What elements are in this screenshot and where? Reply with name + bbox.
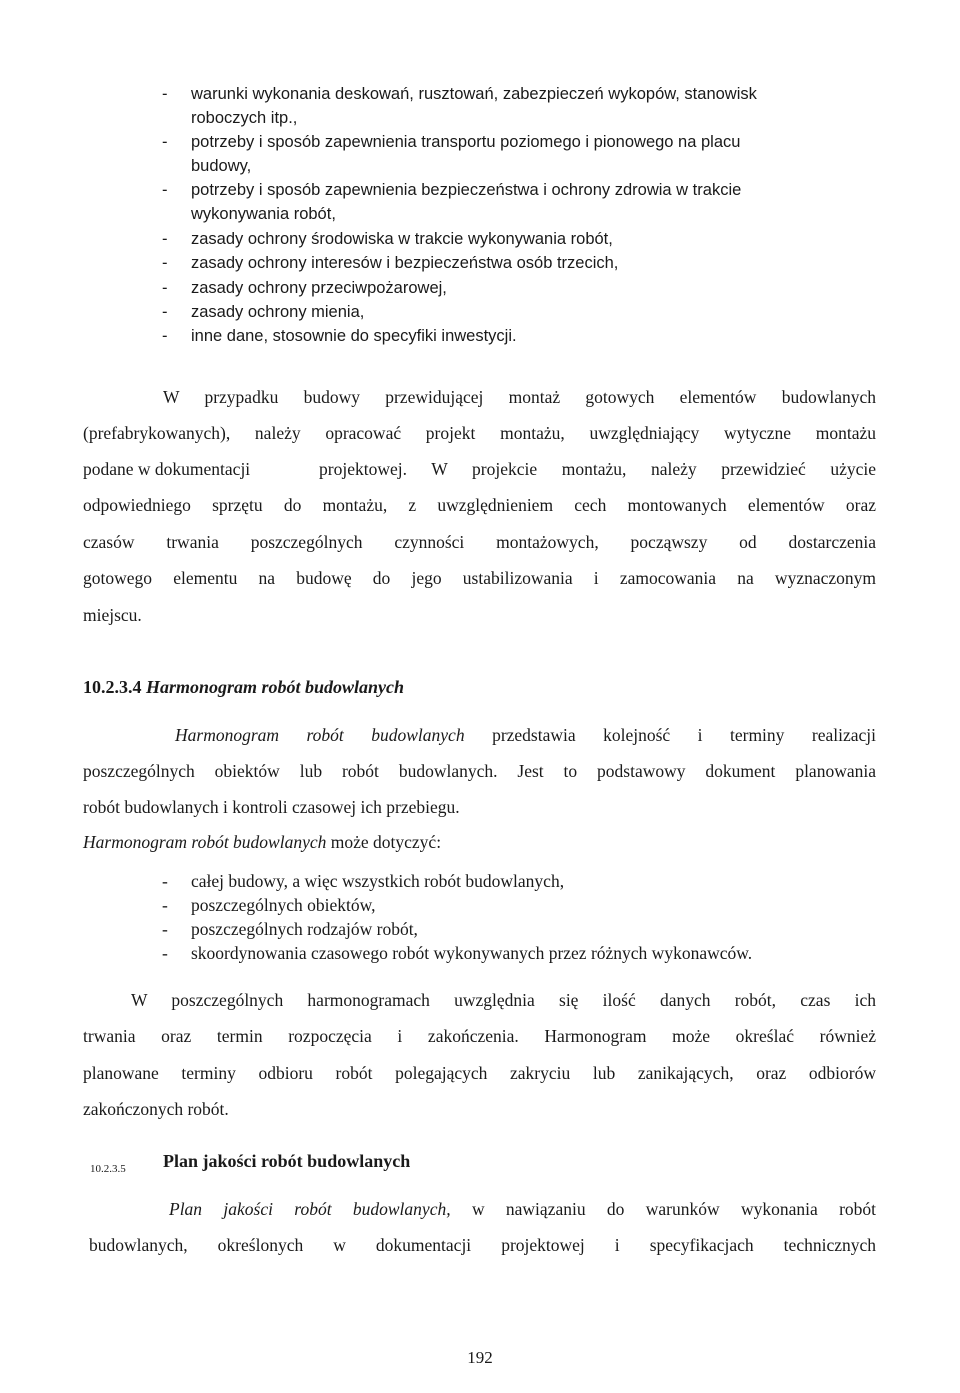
paragraph-text: podane w dokumentacji xyxy=(83,459,251,479)
paragraph-line xyxy=(83,832,441,853)
paragraph-line: trwania oraz termin rozpoczęcia i zakończenia. Harmonogram może określać również xyxy=(83,1026,876,1046)
paragraph-line: planowane terminy odbioru robót polegających zakryciu lub zanikających, oraz odbiorów xyxy=(83,1063,876,1083)
italic-term: Harmonogram robót budowlanych xyxy=(83,832,327,852)
section-heading xyxy=(83,677,404,698)
list-dash: - xyxy=(162,919,168,939)
paragraph-line: W przypadku budowy przewidującej montaż gotowych elementów budowlanych xyxy=(163,387,876,407)
list-dash: - xyxy=(162,895,168,915)
list-dash: - xyxy=(162,133,168,151)
paragraph-text: przedstawia kolejność i terminy realizacji xyxy=(492,725,876,745)
list-dash: - xyxy=(162,279,168,297)
paragraph-line: (prefabrykowanych), należy opracować projekt montażu, uwzględniający wytyczne montażu xyxy=(83,423,876,443)
list-item-text: poszczególnych obiektów, xyxy=(191,895,376,915)
paragraph-line: odpowiedniego sprzętu do montażu, z uwzględnieniem cech montowanych elementów oraz xyxy=(83,495,876,515)
section-number: 10.2.3.4 xyxy=(83,677,142,697)
paragraph-line: robót budowlanych i kontroli czasowej ich przebiegu. xyxy=(83,797,460,817)
paragraph-line xyxy=(83,459,250,480)
section-number: 10.2.3.5 xyxy=(90,1163,126,1175)
list-dash: - xyxy=(162,85,168,103)
page-number: 192 xyxy=(467,1348,493,1367)
paragraph-line xyxy=(175,725,876,746)
list-dash: - xyxy=(162,303,168,321)
section-title: Plan jakości robót budowlanych xyxy=(163,1151,411,1171)
list-dash: - xyxy=(162,943,168,963)
section-title: Harmonogram robót budowlanych xyxy=(146,677,405,697)
list-dash: - xyxy=(162,254,168,272)
paragraph-line: projektowej. W projekcie montażu, należy przewidzieć użycie xyxy=(319,459,876,479)
list-item-text: zasady ochrony mienia, xyxy=(191,303,365,321)
list-dash: - xyxy=(162,230,168,248)
list-item-text: skoordynowania czasowego robót wykonywanych przez różnych wykonawców. xyxy=(191,943,753,963)
section-heading xyxy=(90,1157,126,1177)
italic-term: Harmonogram robót budowlanych xyxy=(175,725,465,745)
paragraph-line: W poszczególnych harmonogramach uwzględnia się ilość danych robót, czas ich xyxy=(131,990,876,1010)
list-item-text: całej budowy, a więc wszystkich robót budowlanych, xyxy=(191,871,565,891)
list-item-text: wykonywania robót, xyxy=(191,205,336,223)
list-item-text: potrzeby i sposób zapewnienia bezpieczeństwa i ochrony zdrowia w trakcie xyxy=(191,181,742,199)
paragraph-line: miejscu. xyxy=(83,605,142,625)
list-item-text: warunki wykonania deskowań, rusztowań, zabezpieczeń wykopów, stanowisk xyxy=(191,85,757,103)
paragraph-line: zakończonych robót. xyxy=(83,1099,229,1119)
list-dash: - xyxy=(162,871,168,891)
list-item-text: zasady ochrony przeciwpożarowej, xyxy=(191,279,447,297)
paragraph-text: może dotyczyć: xyxy=(330,832,442,852)
paragraph-line: gotowego elementu na budowę do jego ustabilizowania i zamocowania na wyznaczonym xyxy=(83,568,876,588)
list-item-text: budowy, xyxy=(191,157,252,175)
paragraph-line: czasów trwania poszczególnych czynności montażowych, począwszy od dostarczenia xyxy=(83,532,876,552)
list-dash: - xyxy=(162,327,168,345)
paragraph-text: w nawiązaniu do warunków wykonania robót xyxy=(471,1199,877,1219)
list-dash: - xyxy=(162,181,168,199)
paragraph-line: budowlanych, określonych w dokumentacji projektowej i specyfikacjach technicznych xyxy=(89,1235,876,1255)
paragraph-line: poszczególnych obiektów lub robót budowlanych. Jest to podstawowy dokument planowania xyxy=(83,761,876,781)
list-item-text: zasady ochrony środowiska w trakcie wykonywania robót, xyxy=(191,230,613,248)
list-item-text: inne dane, stosownie do specyfiki inwestycji. xyxy=(191,327,517,345)
list-item-text: zasady ochrony interesów i bezpieczeństwa osób trzecich, xyxy=(191,254,619,272)
paragraph-line xyxy=(169,1199,876,1220)
italic-term: Plan jakości robót budowlanych, xyxy=(169,1199,451,1219)
list-item-text: potrzeby i sposób zapewnienia transportu poziomego i pionowego na placu xyxy=(191,133,741,151)
list-item-text: roboczych itp., xyxy=(191,109,298,127)
list-item-text: poszczególnych rodzajów robót, xyxy=(191,919,418,939)
